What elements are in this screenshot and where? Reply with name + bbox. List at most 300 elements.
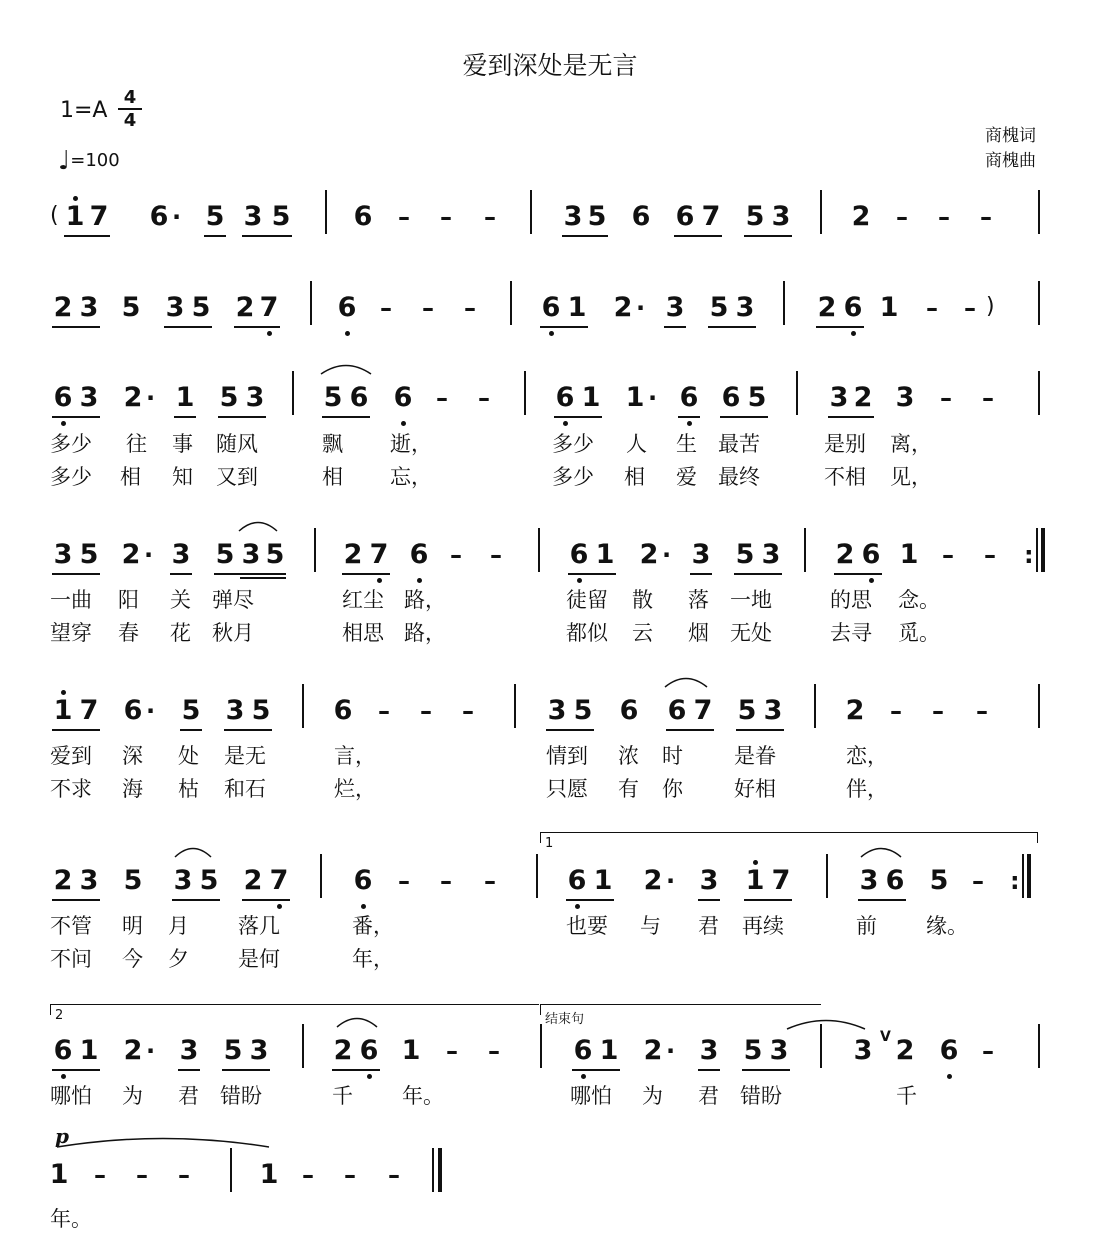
- lyric-syllable: 与: [640, 914, 661, 938]
- dash: –: [932, 697, 944, 725]
- lyric-syllable: 觅。: [898, 621, 940, 645]
- note: 6: [334, 293, 360, 323]
- note: 3: [763, 695, 783, 726]
- dash: –: [478, 384, 490, 412]
- tie-arc: [320, 361, 372, 375]
- note: 3: [853, 1035, 873, 1066]
- underline: [816, 326, 864, 328]
- lyric-syllable: 前: [856, 914, 877, 938]
- underline: [736, 729, 784, 731]
- underline: [240, 577, 286, 579]
- note: 3: [243, 201, 263, 232]
- lyric-syllable: 年，: [352, 947, 394, 971]
- note: 3: [53, 539, 73, 570]
- paren-open: (: [50, 203, 59, 228]
- lyric-syllable: 爱到: [50, 744, 92, 768]
- octave-dot-below: [581, 1074, 586, 1079]
- lyric-syllable: 不管: [50, 914, 92, 938]
- dash: –: [388, 1161, 400, 1189]
- tie-arc: [336, 1014, 378, 1028]
- lyric-syllable: 人: [626, 432, 647, 456]
- underline: [734, 573, 782, 575]
- note: 5: [735, 539, 755, 570]
- underline: [554, 416, 602, 418]
- lyric-syllable: 处: [178, 744, 199, 768]
- lyric-syllable: 多少: [50, 432, 92, 456]
- note: 6: [885, 865, 905, 896]
- lyric-syllable: 海: [122, 777, 143, 801]
- note: 6: [936, 1036, 962, 1066]
- lyric-syllable: 见，: [890, 465, 932, 489]
- note: 5: [205, 201, 225, 232]
- note: 6: [333, 695, 353, 726]
- underline: [568, 573, 616, 575]
- lyric-syllable: 有: [618, 777, 639, 801]
- underline: [540, 326, 588, 328]
- underline: [744, 235, 792, 237]
- octave-dot-below: [361, 904, 366, 909]
- barline: [514, 684, 516, 728]
- octave-dot-below: [575, 904, 580, 909]
- barline: [302, 1024, 304, 1068]
- note: 3: [225, 695, 245, 726]
- dash: –: [982, 1037, 994, 1065]
- note: 5: [191, 292, 211, 323]
- note: 6: [50, 383, 76, 413]
- underline: [164, 326, 212, 328]
- lyric-syllable: 枯: [178, 777, 199, 801]
- note: 6: [406, 540, 432, 570]
- dash: –: [462, 697, 474, 725]
- lyric-syllable: 哪怕: [570, 1084, 612, 1108]
- lyric-syllable: 情到: [546, 744, 588, 768]
- note: 1: [49, 1159, 69, 1190]
- underline: [834, 573, 882, 575]
- dash: –: [940, 384, 952, 412]
- score-row: [0, 696, 1100, 726]
- note: 5: [181, 695, 201, 726]
- note: 1: [625, 382, 645, 413]
- note: 1: [401, 1035, 421, 1066]
- song-title: 爱到深处是无言: [462, 51, 638, 80]
- note: 3: [165, 292, 185, 323]
- note: 3: [691, 539, 711, 570]
- dash: –: [926, 294, 938, 322]
- lyric-syllable: 春: [118, 621, 139, 645]
- breath-mark: V: [880, 1029, 891, 1045]
- augmentation-dot: ·: [146, 1037, 156, 1065]
- octave-dot-below: [267, 331, 272, 336]
- note: 5: [745, 201, 765, 232]
- note: 3: [735, 292, 755, 323]
- note: 7: [771, 865, 791, 896]
- note: 1: [259, 1159, 279, 1190]
- barline: [814, 684, 816, 728]
- note: 3: [895, 382, 915, 413]
- underline: [172, 899, 220, 901]
- barline: [1027, 854, 1031, 898]
- lyric-syllable: 年。: [50, 1207, 92, 1231]
- lyric-syllable: 徒留: [566, 588, 608, 612]
- lyric-syllable: 阳: [118, 588, 139, 612]
- lyric-syllable: 知: [172, 465, 193, 489]
- lyric-syllable: 逝，: [390, 432, 432, 456]
- dash: –: [464, 294, 476, 322]
- note: 3: [79, 292, 99, 323]
- note: 1: [742, 866, 768, 896]
- octave-dot-above: [73, 196, 78, 201]
- note: 2: [53, 292, 73, 323]
- lyric-syllable: 离，: [890, 432, 932, 456]
- underline: [52, 729, 100, 731]
- lyric-syllable: 为: [642, 1084, 663, 1108]
- note: 3: [761, 539, 781, 570]
- dash: –: [890, 697, 902, 725]
- lyric-syllable: 不问: [50, 947, 92, 971]
- augmentation-dot: ·: [144, 541, 154, 569]
- lyric-syllable: 念。: [898, 588, 940, 612]
- note: 5: [265, 539, 285, 570]
- octave-dot-below: [577, 578, 582, 583]
- note: 3: [699, 1035, 719, 1066]
- note: 5: [219, 382, 239, 413]
- octave-dot-below: [61, 1074, 66, 1079]
- dash: –: [94, 1161, 106, 1189]
- note: 6: [619, 695, 639, 726]
- barline: [1038, 190, 1040, 234]
- dash: –: [422, 294, 434, 322]
- barline: [536, 854, 538, 898]
- dash: –: [436, 384, 448, 412]
- octave-dot-below: [947, 1074, 952, 1079]
- barline: [524, 371, 526, 415]
- note: 5: [587, 201, 607, 232]
- note: 1: [595, 539, 615, 570]
- note: 7: [266, 866, 292, 896]
- score-row: [0, 1029, 1100, 1066]
- augmentation-dot: ·: [146, 384, 156, 412]
- note: 6: [538, 293, 564, 323]
- note: 6: [840, 293, 866, 323]
- lyric-syllable: 都似: [566, 621, 608, 645]
- barline: [783, 281, 785, 325]
- lyric-syllable: 不相: [824, 465, 866, 489]
- dynamic-mark: p: [55, 1124, 69, 1148]
- lyric-syllable: 伴，: [846, 777, 888, 801]
- note: 5: [743, 1035, 763, 1066]
- lyric-syllable: 忘，: [390, 465, 432, 489]
- final-barline: [432, 1148, 434, 1192]
- underline: [698, 1069, 720, 1071]
- lyric-syllable: 时: [662, 744, 683, 768]
- note: 2: [639, 539, 659, 570]
- lyric-syllable: 是无: [224, 744, 266, 768]
- dash: –: [178, 1161, 190, 1189]
- dash: –: [380, 294, 392, 322]
- underline: [214, 573, 286, 575]
- underline: [242, 899, 290, 901]
- underline: [52, 326, 100, 328]
- barline: [820, 190, 822, 234]
- note: 6: [721, 382, 741, 413]
- note: 2: [343, 539, 363, 570]
- dash: –: [982, 384, 994, 412]
- lyric-syllable: 落: [688, 588, 709, 612]
- lyric-syllable: 红尘: [342, 588, 384, 612]
- underline: [666, 729, 714, 731]
- note: 3: [769, 1035, 789, 1066]
- note: 6: [858, 540, 884, 570]
- lyric-syllable: 事: [172, 432, 193, 456]
- lyric-syllable: 月: [168, 914, 189, 938]
- underline: [566, 899, 614, 901]
- lyric-syllable: 缘。: [926, 914, 968, 938]
- underline: [52, 899, 100, 901]
- score-row: [0, 383, 1100, 413]
- lyric-syllable: 烟: [688, 621, 709, 645]
- octave-dot-below: [417, 578, 422, 583]
- lyric-syllable: 弹尽: [212, 588, 254, 612]
- dash: –: [420, 697, 432, 725]
- underline: [64, 235, 110, 237]
- octave-dot-below: [61, 421, 66, 426]
- note: 3: [79, 382, 99, 413]
- underline: [180, 729, 202, 731]
- note: 3: [829, 382, 849, 413]
- underline: [678, 416, 700, 418]
- underline: [52, 416, 100, 418]
- composer: 商槐曲: [985, 151, 1036, 171]
- barline: [302, 684, 304, 728]
- lyricist: 商槐词: [985, 126, 1036, 146]
- augmentation-dot: ·: [636, 294, 646, 322]
- key-signature: 1=A: [60, 98, 108, 123]
- lyric-syllable: 散: [632, 588, 653, 612]
- barline: [314, 528, 316, 572]
- note: 5: [215, 539, 235, 570]
- lyric-syllable: 路，: [404, 588, 446, 612]
- note: 6: [570, 1036, 596, 1066]
- note: 3: [173, 865, 193, 896]
- note: 2: [613, 292, 633, 323]
- note: 7: [701, 201, 721, 232]
- note: 6: [123, 695, 143, 726]
- lyric-syllable: 多少: [552, 465, 594, 489]
- augmentation-dot: ·: [146, 697, 156, 725]
- note: 6: [676, 383, 702, 413]
- underline: [698, 899, 720, 901]
- octave-dot-below: [869, 578, 874, 583]
- barline: [1038, 281, 1040, 325]
- augmentation-dot: ·: [666, 867, 676, 895]
- note: 1: [899, 539, 919, 570]
- score-row: [0, 866, 1100, 896]
- note: 3: [241, 539, 261, 570]
- lyric-syllable: 君: [698, 1084, 719, 1108]
- note: 5: [251, 695, 271, 726]
- octave-dot-below: [377, 578, 382, 583]
- dash: –: [446, 1037, 458, 1065]
- note: 3: [547, 695, 567, 726]
- underline: [708, 326, 756, 328]
- tie-arc: [664, 674, 708, 688]
- tie-arc: [786, 1016, 866, 1030]
- note: 6: [149, 201, 169, 232]
- note: 5: [199, 865, 219, 896]
- dash: –: [440, 203, 452, 231]
- lyric-syllable: 相: [322, 465, 343, 489]
- underline: [858, 899, 906, 901]
- note: 5: [121, 292, 141, 323]
- barline: [310, 281, 312, 325]
- final-barline: [438, 1148, 442, 1192]
- dash: –: [440, 867, 452, 895]
- octave-dot-below: [277, 904, 282, 909]
- lyric-syllable: 番，: [352, 914, 394, 938]
- underline: [178, 1069, 200, 1071]
- underline: [720, 416, 768, 418]
- barline: [320, 854, 322, 898]
- octave-dot-below: [401, 421, 406, 426]
- underline: [744, 899, 792, 901]
- volta-label: 2: [55, 1008, 64, 1023]
- barline: [538, 528, 540, 572]
- lyric-syllable: 不求: [50, 777, 92, 801]
- lyric-syllable: 只愿: [546, 777, 588, 801]
- dash: –: [344, 1161, 356, 1189]
- note: 6: [552, 383, 578, 413]
- tie-arc: [56, 1134, 270, 1148]
- dash: –: [490, 541, 502, 569]
- note: 2: [845, 695, 865, 726]
- note: 2: [835, 539, 855, 570]
- note: 2: [123, 1035, 143, 1066]
- octave-dot-above: [61, 690, 66, 695]
- volta-label: 结束句: [545, 1012, 585, 1027]
- note: 2: [853, 382, 873, 413]
- note: 6: [349, 382, 369, 413]
- barline: [796, 371, 798, 415]
- note: 1: [599, 1035, 619, 1066]
- lyric-syllable: 和石: [224, 777, 266, 801]
- octave-dot-below: [345, 331, 350, 336]
- underline: [234, 326, 280, 328]
- note: 6: [564, 866, 590, 896]
- lyric-syllable: 路，: [404, 621, 446, 645]
- note: 1: [62, 202, 88, 232]
- barline: [1038, 1024, 1040, 1068]
- credits: [985, 124, 1036, 174]
- dash: –: [980, 203, 992, 231]
- underline: [242, 235, 292, 237]
- lyric-syllable: 深: [122, 744, 143, 768]
- quarter-note-icon: ♩: [58, 146, 71, 176]
- lyric-syllable: 飘: [322, 432, 343, 456]
- underline: [572, 1069, 620, 1071]
- lyric-syllable: 关: [170, 588, 191, 612]
- tie-arc: [238, 518, 278, 532]
- tie-arc: [860, 844, 902, 858]
- dash: –: [488, 1037, 500, 1065]
- lyric-syllable: 是何: [238, 947, 280, 971]
- note: 6: [390, 383, 416, 413]
- barline: [1038, 684, 1040, 728]
- barline: [540, 1024, 542, 1068]
- lyric-syllable: 多少: [50, 465, 92, 489]
- underline: [218, 416, 266, 418]
- lyric-syllable: 又到: [216, 465, 258, 489]
- note: 7: [256, 293, 282, 323]
- barline: [230, 1148, 232, 1192]
- lyric-syllable: 错盼: [740, 1084, 782, 1108]
- note: 7: [693, 695, 713, 726]
- note: 5: [737, 695, 757, 726]
- note: 2: [235, 292, 255, 323]
- lyric-syllable: 恋，: [846, 744, 888, 768]
- score-row: [0, 293, 1100, 323]
- underline: [664, 326, 686, 328]
- time-signature: [118, 88, 142, 130]
- barline: [530, 190, 532, 234]
- note: 5: [79, 539, 99, 570]
- lyric-syllable: 花: [170, 621, 191, 645]
- note: 3: [563, 201, 583, 232]
- lyric-syllable: 言，: [334, 744, 376, 768]
- note: 1: [175, 382, 195, 413]
- underline: [562, 235, 608, 237]
- note: 2: [895, 1035, 915, 1066]
- dash: –: [378, 697, 390, 725]
- augmentation-dot: ·: [666, 1037, 676, 1065]
- lyric-syllable: 最苦: [718, 432, 760, 456]
- score-row: [0, 1160, 1100, 1190]
- lyric-syllable: 错盼: [220, 1084, 262, 1108]
- note: 2: [53, 865, 73, 896]
- note: 1: [581, 382, 601, 413]
- octave-dot-below: [367, 1074, 372, 1079]
- time-signature-top: 4: [123, 87, 137, 108]
- note: 2: [333, 1035, 353, 1066]
- note: 5: [223, 1035, 243, 1066]
- volta-bracket: [540, 832, 1038, 843]
- underline: [546, 729, 594, 731]
- note: 5: [573, 695, 593, 726]
- lyric-syllable: 相思: [342, 621, 384, 645]
- note: 3: [771, 201, 791, 232]
- volta-label: 1: [545, 836, 554, 851]
- underline: [742, 1069, 790, 1071]
- dash: –: [398, 867, 410, 895]
- note: 3: [171, 539, 191, 570]
- lyric-syllable: 生: [676, 432, 697, 456]
- dash: –: [136, 1161, 148, 1189]
- underline: [52, 573, 100, 575]
- barline: [1038, 371, 1040, 415]
- note: 1: [567, 292, 587, 323]
- tie-arc: [174, 844, 212, 858]
- note: 5: [271, 201, 291, 232]
- lyric-syllable: 望穿: [50, 621, 92, 645]
- lyric-syllable: 今: [122, 947, 143, 971]
- lyric-syllable: 随风: [216, 432, 258, 456]
- barline: [820, 1024, 822, 1068]
- dash: –: [398, 203, 410, 231]
- lyric-syllable: 浓: [618, 744, 639, 768]
- note: 5: [747, 382, 767, 413]
- underline: [224, 729, 272, 731]
- lyric-syllable: 千: [332, 1084, 353, 1108]
- volta-bracket: [50, 1004, 539, 1015]
